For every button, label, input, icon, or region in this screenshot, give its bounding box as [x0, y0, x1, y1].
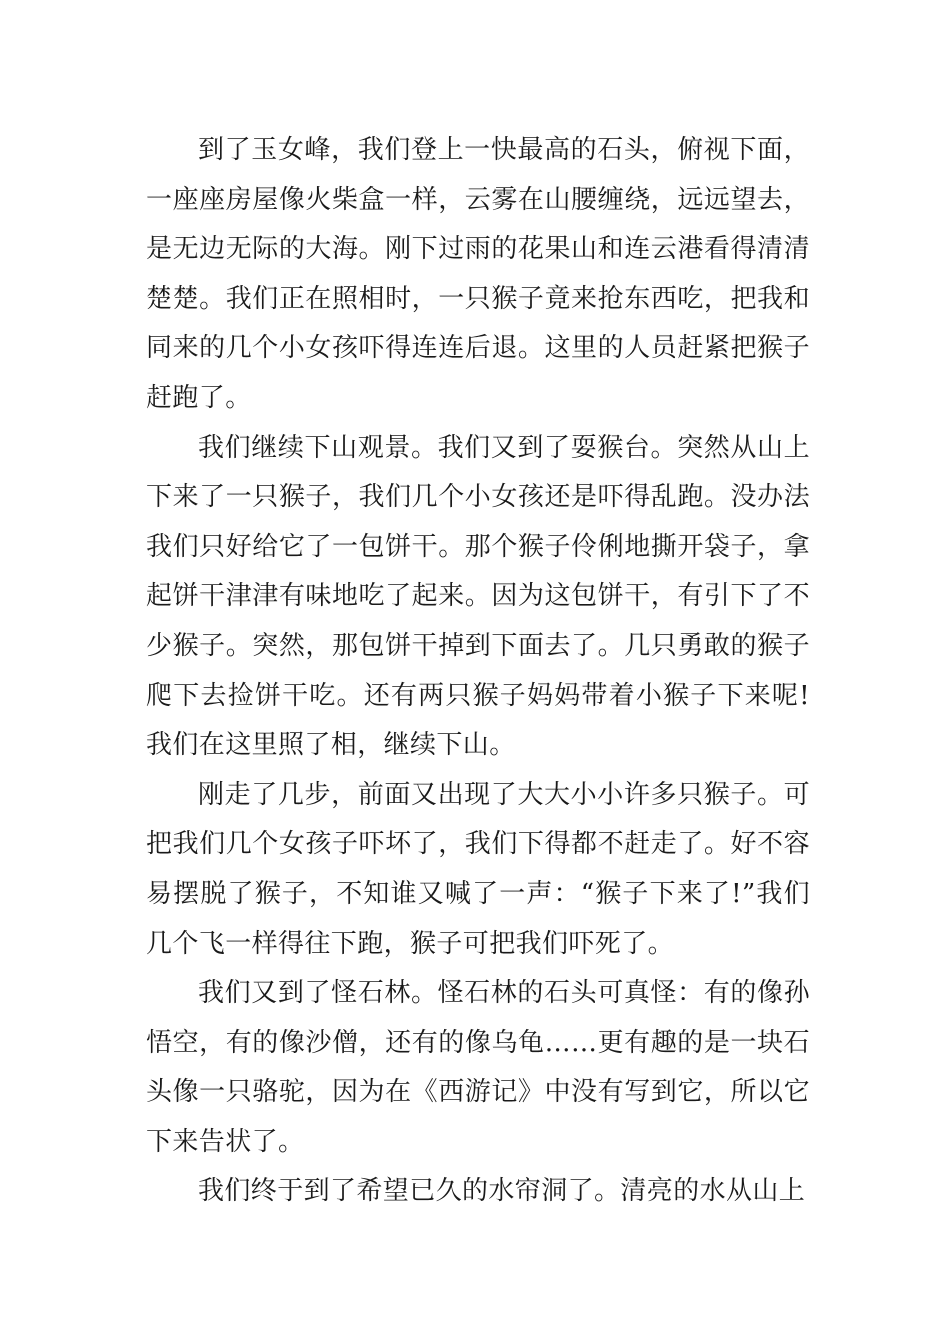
- document-body: [146, 126, 810, 1217]
- paragraph-water-curtain-cave: 我们终于到了希望已久的水帘洞了。清亮的水从山上: [198, 1176, 806, 1207]
- paragraph-strange-rocks: 我们又到了怪石林。怪石林的石头可真怪：有的像孙悟空，有的像沙僧，还有的像乌龟……更有趣的是一块石头像一只骆驼，因为在《西游记》中没有写到它，所以它下来告状了。: [146, 978, 810, 1157]
- paragraph-monkey-stage: 我们继续下山观景。我们又到了耍猴台。突然从山上下来了一只猴子，我们几个小女孩还是吓得乱跑。没办法我们只好给它了一包饼干。那个猴子伶俐地撕开袋子，拿起饼干津津有味地吃了起来。因为这包饼干，有引下了不少猴子。突然，那包饼干掉到下面去了。几只勇敢的猴子爬下去捡饼干吃。还有两只猴子妈妈带着小猴子下来呢!我们在这里照了相，继续下山。: [146, 432, 810, 761]
- paragraph-yunu-peak: 到了玉女峰，我们登上一快最高的石头，俯视下面，一座座房屋像火柴盒一样，云雾在山腰缠绕，远远望去，是无边无际的大海。刚下过雨的花果山和连云港看得清清楚楚。我们正在照相时，一只猴子竟来抢东西吃，把我和同来的几个小女孩吓得连连后退。这里的人员赶紧把猴子赶跑了。: [146, 135, 810, 413]
- paragraph-many-monkeys: 刚走了几步，前面又出现了大大小小许多只猴子。可把我们几个女孩子吓坏了，我们下得都不赶走了。好不容易摆脱了猴子，不知谁又喊了一声：“猴子下来了!”我们几个飞一样得往下跑，猴子可把我们吓死了。: [146, 779, 810, 959]
